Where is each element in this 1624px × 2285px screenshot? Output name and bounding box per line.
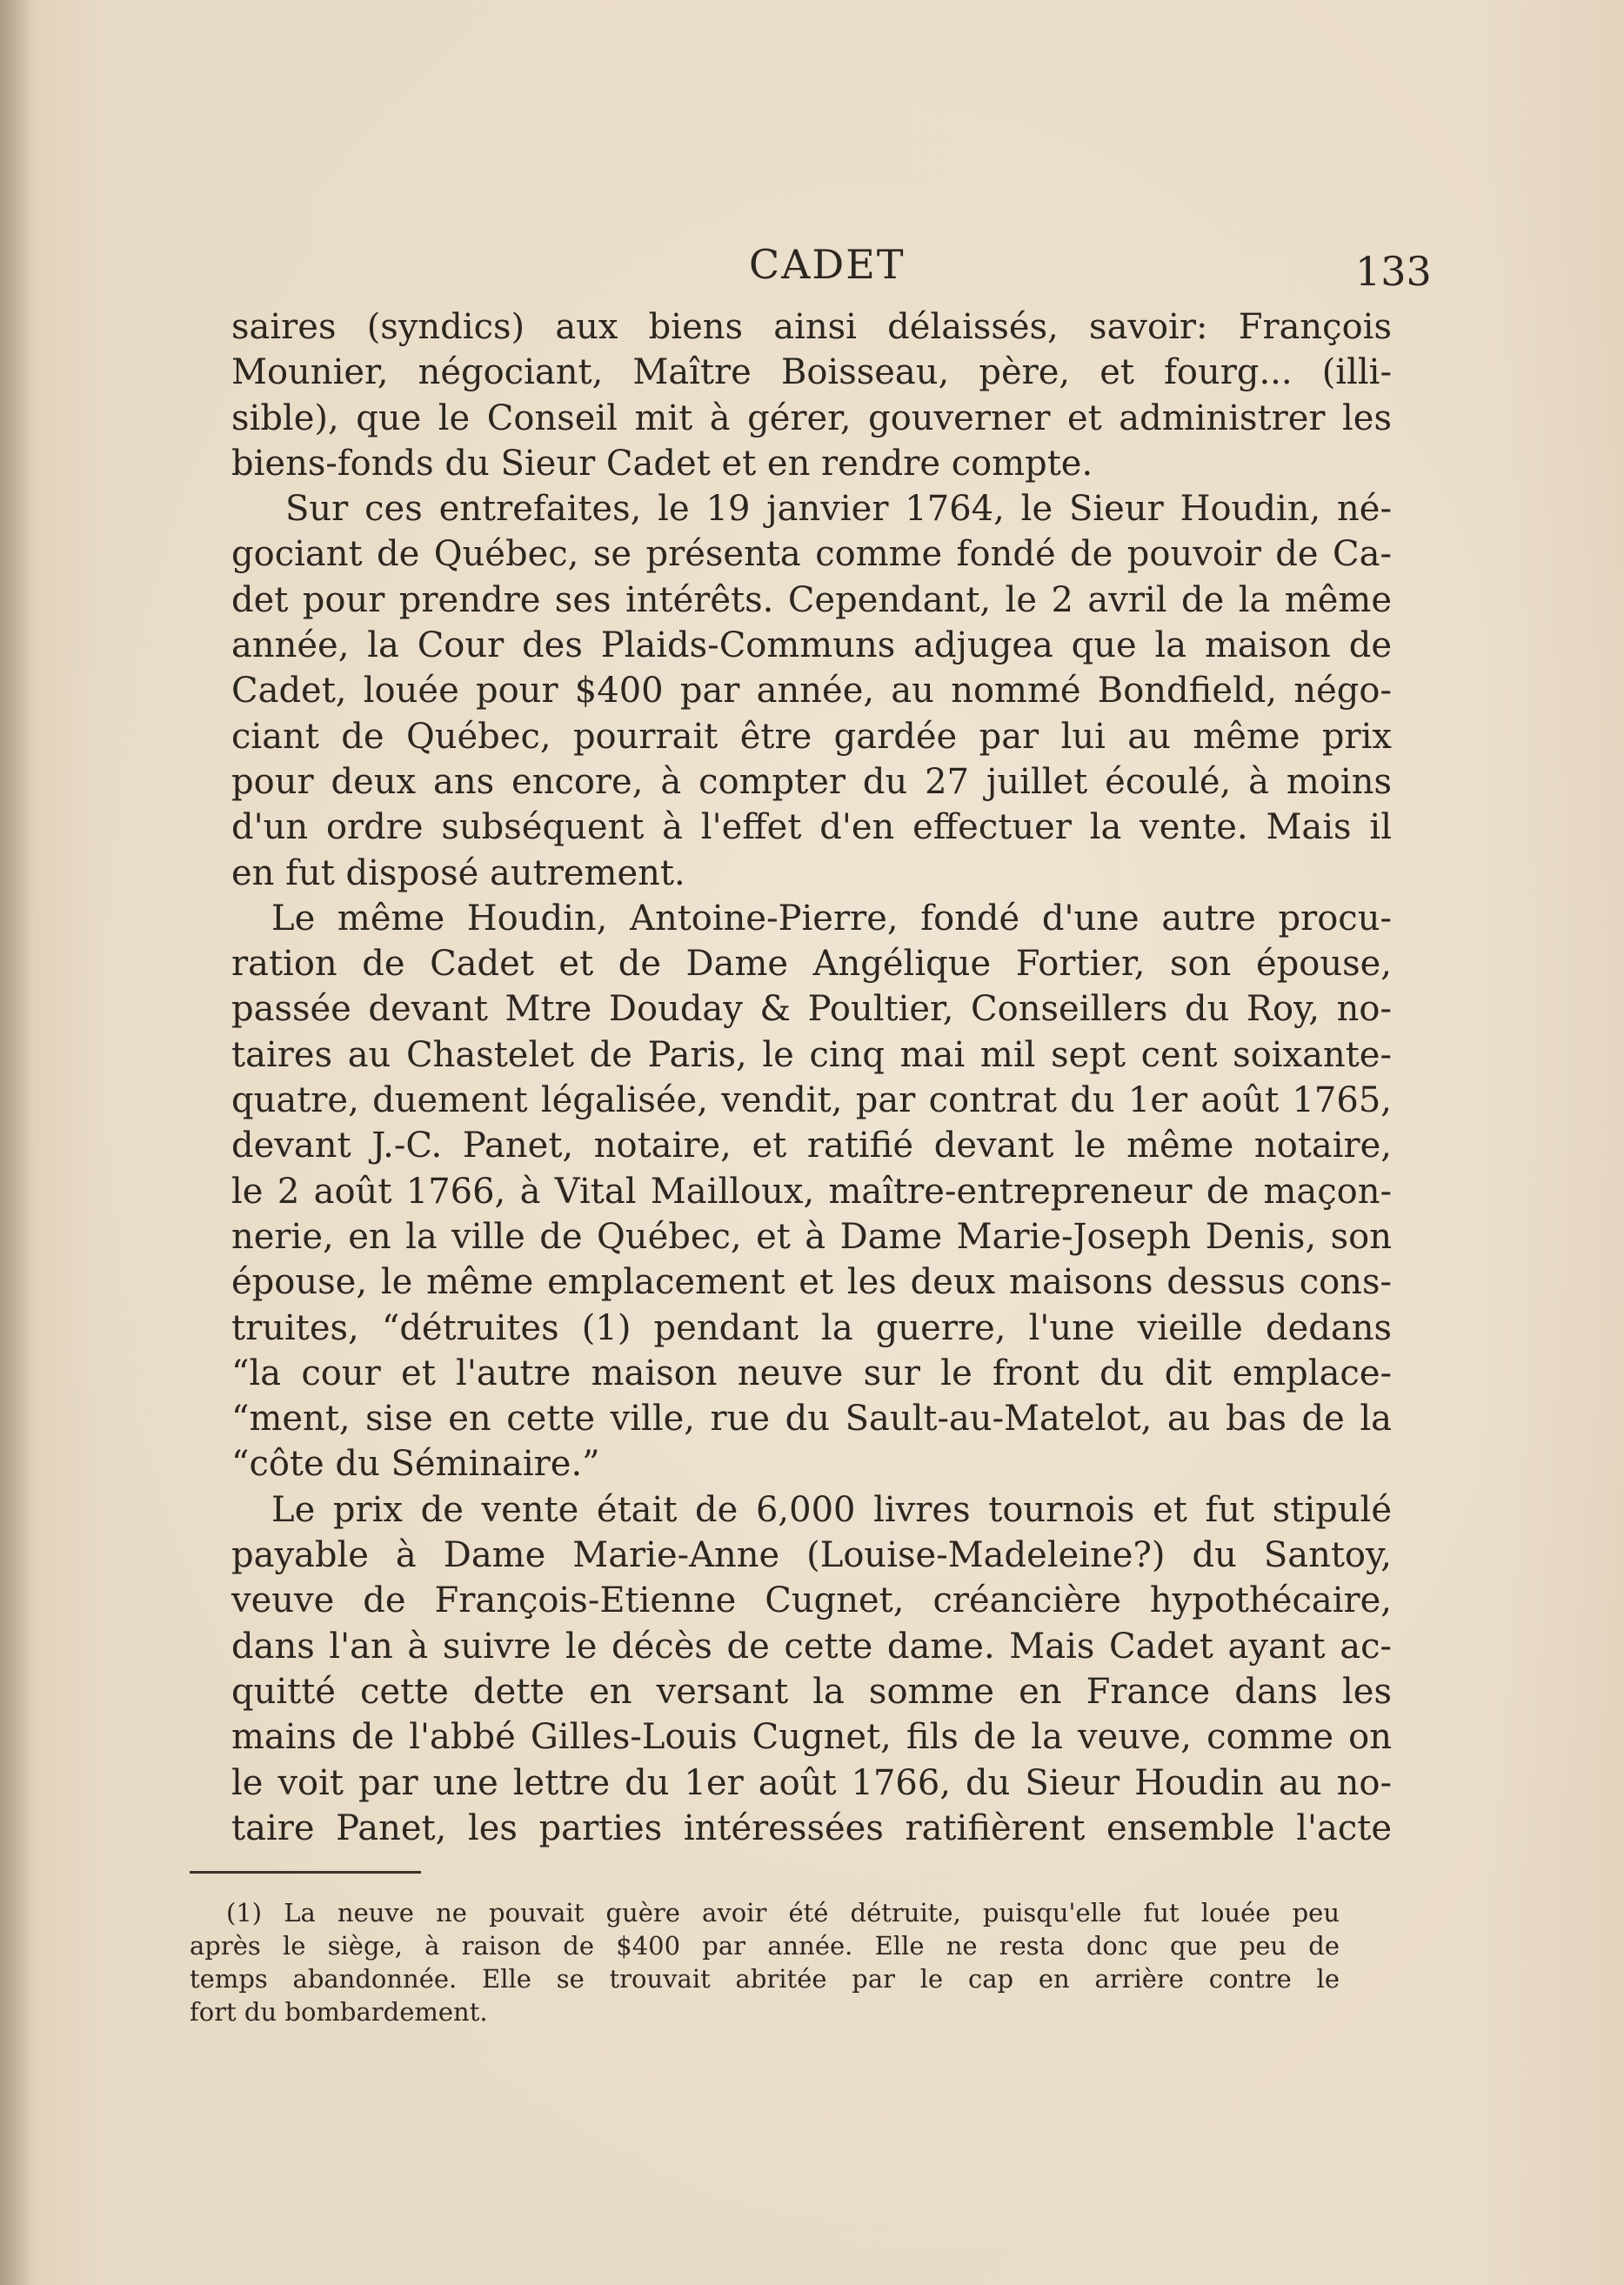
running-head: CADET [749,241,906,288]
text-line: payable à Dame Marie-Anne (Louise-Madeleine?) du Santoy, [231,1535,1392,1576]
text-line: taires au Chastelet de Paris, le cinq mai mil sept cent soixante- [231,1034,1392,1075]
text-line: Mounier, négociant, Maître Boisseau, père, et fourg... (illi- [231,352,1392,393]
footnote-separator [190,1871,421,1874]
footnote-line: fort du bombardement. [190,1997,488,2027]
text-line: ciant de Québec, pourrait être gardée par lui au même prix [231,716,1392,757]
text-line: “côte du Séminaire.” [231,1444,600,1485]
text-line: le 2 août 1766, à Vital Mailloux, maître-entrepreneur de maçon- [231,1171,1392,1212]
text-line: quitté cette dette en versant la somme en France dans les [231,1671,1392,1712]
paragraph-first-line: Le même Houdin, Antoine-Pierre, fondé d'une autre procu- [271,898,1392,939]
text-line: veuve de François-Etienne Cugnet, créancière hypothécaire, [231,1580,1392,1621]
footnote-line: temps abandonnée. Elle se trouvait abritée par le cap en arrière contre le [190,1964,1340,1994]
text-line: Cadet, louée pour $400 par année, au nommé Bondfield, négo- [231,671,1392,712]
text-line: saires (syndics) aux biens ainsi délaissés, savoir: François [231,307,1392,347]
text-line: det pour prendre ses intérêts. Cependant, le 2 avril de la même [231,579,1392,620]
text-line: biens-fonds du Sieur Cadet et en rendre compte. [231,443,1093,484]
text-line: d'un ordre subséquent à l'effet d'en effectuer la vente. Mais il [231,807,1392,848]
body-text [231,304,1392,1851]
text-line: épouse, le même emplacement et les deux maisons dessus cons- [231,1262,1392,1303]
text-line: passée devant Mtre Douday & Poultier, Conseillers du Roy, no- [231,989,1392,1030]
text-line: en fut disposé autrement. [231,852,685,893]
footnote-line: après le siège, à raison de $400 par année. Elle ne resta donc que peu de [190,1931,1340,1961]
footnote-line: (1) La neuve ne pouvait guère avoir été détruite, puisqu'elle fut louée peu [226,1898,1340,1928]
paragraph-first-line: Le prix de vente était de 6,000 livres tournois et fut stipulé [271,1489,1392,1530]
text-line: pour deux ans encore, à compter du 27 juillet écoulé, à moins [231,761,1392,802]
text-line: dans l'an à suivre le décès de cette dame. Mais Cadet ayant ac- [231,1626,1392,1667]
text-line: le voit par une lettre du 1er août 1766, du Sieur Houdin au no- [231,1762,1392,1803]
text-line: nerie, en la ville de Québec, et à Dame Marie-Joseph Denis, son [231,1216,1392,1257]
text-line: quatre, duement légalisée, vendit, par contrat du 1er août 1765, [231,1080,1392,1121]
text-line: mains de l'abbé Gilles-Louis Cugnet, fils de la veuve, comme on [231,1717,1392,1758]
text-line: sible), que le Conseil mit à gérer, gouverner et administrer les [231,398,1392,438]
text-line: “la cour et l'autre maison neuve sur le front du dit emplace- [231,1353,1392,1393]
text-line: “ment, sise en cette ville, rue du Sault-au-Matelot, au bas de la [231,1399,1392,1440]
text-line: ration de Cadet et de Dame Angélique Fortier, son épouse, [231,944,1392,985]
footnotes [190,1896,1340,2028]
paragraph-first-line: Sur ces entrefaites, le 19 janvier 1764, le Sieur Houdin, né- [285,489,1392,530]
text-line: devant J.-C. Panet, notaire, et ratifié devant le même notaire, [231,1126,1392,1166]
text-line: gociant de Québec, se présenta comme fondé de pouvoir de Ca- [231,534,1392,575]
text-line: année, la Cour des Plaids-Communs adjugea que la maison de [231,625,1392,666]
page-number: 133 [1355,248,1432,295]
text-line: truites, “détruites (1) pendant la guerre, l'une vieille dedans [231,1307,1392,1348]
page-gutter-shadow [0,0,33,2285]
text-line: taire Panet, les parties intéressées ratifièrent ensemble l'acte [231,1807,1392,1848]
